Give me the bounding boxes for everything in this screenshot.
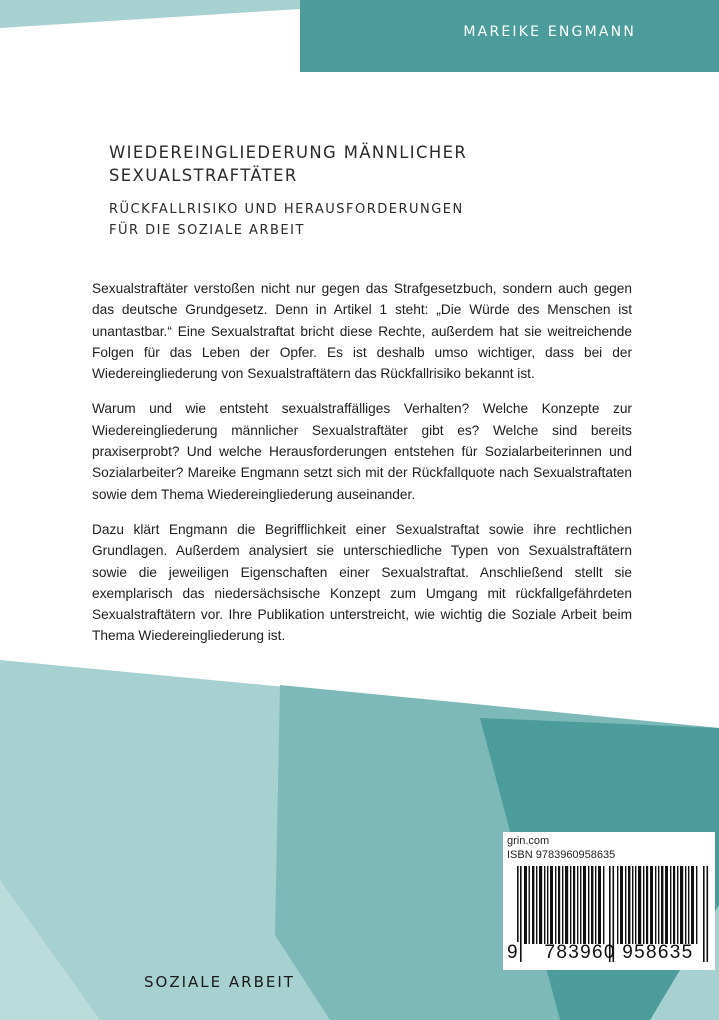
isbn-barcode-box (503, 832, 715, 970)
band-light-left (0, 0, 300, 28)
barcode-bar (550, 866, 553, 944)
barcode-bar (565, 866, 568, 944)
barcode-bar (655, 866, 656, 944)
barcode-bar (665, 866, 668, 944)
barcode-bar (685, 866, 686, 944)
barcode-bar (562, 866, 563, 944)
barcode-bar (570, 866, 571, 944)
barcode-bar (555, 866, 556, 944)
barcode-bar (577, 866, 578, 944)
barcode-bar (635, 866, 636, 944)
barcode-bar (595, 866, 596, 944)
title-line-1: WIEDEREINGLIEDERUNG MÄNNLICHER (109, 143, 468, 162)
barcode-bar (638, 866, 641, 944)
title-line-2: SEXUALSTRAFTÄTER (109, 166, 298, 185)
barcode-bar (620, 866, 623, 944)
barcode-bar (539, 866, 542, 944)
publisher-url: grin.com (507, 835, 550, 847)
barcode-bar (696, 866, 697, 944)
barcode-bar (536, 866, 537, 944)
blurb-paragraph-1: Sexualstraftäter verstoßen nicht nur gegen das Strafgesetzbuch, sondern auch gegen das deutsche Grundgesetz. Denn in Artikel 1 steht: „Die Würde des Menschen ist unantastbar.“ Eine Sexualstraftat bricht diese Rechte, außerdem hat sie weitreichende Folgen für das Leben der Opfer. Es ist deshalb umso wichtiger, dass bei der Wiedereingliederung von Sexualstraftätern das Rückfallrisiko bekannt ist. (92, 281, 632, 382)
subtitle-line-1: RÜCKFALLRISIKO UND HERAUSFORDERUNGEN (109, 202, 464, 217)
subtitle-line-2: FÜR DIE SOZIALE ARBEIT (109, 223, 305, 238)
barcode-digits: 783960 958635 (544, 942, 694, 963)
barcode-bar (632, 866, 633, 944)
barcode-bar (524, 866, 527, 944)
barcode-bar (628, 866, 630, 944)
barcode-bar (688, 866, 689, 944)
barcode-bar (643, 866, 644, 944)
barcode-bar (532, 866, 534, 944)
barcode-first-digit: 9 (507, 942, 518, 963)
barcode-bar (658, 866, 659, 944)
barcode-bar (598, 866, 601, 944)
barcode-bar (547, 866, 548, 944)
barcode-bar (646, 866, 648, 944)
barcode-bar (591, 866, 593, 944)
barcode-bar (520, 866, 522, 962)
barcode-bar (677, 866, 678, 944)
barcode-bar (625, 866, 626, 944)
barcode-bar (673, 866, 675, 944)
barcode-bar (603, 866, 604, 944)
barcode-bar (544, 866, 545, 944)
barcode-bar (529, 866, 530, 944)
barcode-bar (617, 866, 618, 944)
barcode-bar (580, 866, 581, 944)
series-category: SOZIALE ARBEIT (144, 973, 295, 991)
blurb-paragraph-2: Warum und wie entsteht sexualstraffälliges Verhalten? Welche Konzepte zur Wiedereingliederung männlicher Sexualstraftäter gibt es? Welche sind bereits praxiserprobt? Und welche Herausforderungen entstehen für Sozialarbeiterinnen und Sozialarbeiter? Mareike Engmann setzt sich mit der Rückfallquote nach Sexualstraftaten sowie dem Thema Wiedereingliederung auseinander. (92, 401, 632, 502)
barcode-bar (588, 866, 589, 944)
barcode-bar (661, 866, 663, 944)
barcode-bar (680, 866, 683, 944)
barcode-bar (558, 866, 560, 944)
barcode-bar (583, 866, 586, 944)
book-subtitle (109, 199, 589, 241)
book-title (109, 141, 589, 187)
barcode-bar (670, 866, 671, 944)
author-name: MAREIKE ENGMANN (463, 24, 636, 40)
blurb-paragraph-3: Dazu klärt Engmann die Begrifflichkeit einer Sexualstraftat sowie ihre rechtlichen Grundlagen. Außerdem analysiert sie unterschiedliche Typen von Sexualstraftätern sowie die jeweiligen Eigenschaften einer Sexualstraftat. Anschließend stellt sie exemplarisch das niedersächsische Konzept zum Umgang mit rückfallgefährdeten Sexualstraftätern vor. Ihre Publikation unterstreicht, wie wichtig die Soziale Arbeit beim Thema Wiedereingliederung ist. (92, 521, 632, 644)
blurb-text (92, 278, 632, 661)
isbn-number: ISBN 9783960958635 (507, 849, 616, 861)
barcode-bar (650, 866, 653, 944)
barcode-bar (573, 866, 575, 944)
barcode-bar (691, 866, 694, 944)
